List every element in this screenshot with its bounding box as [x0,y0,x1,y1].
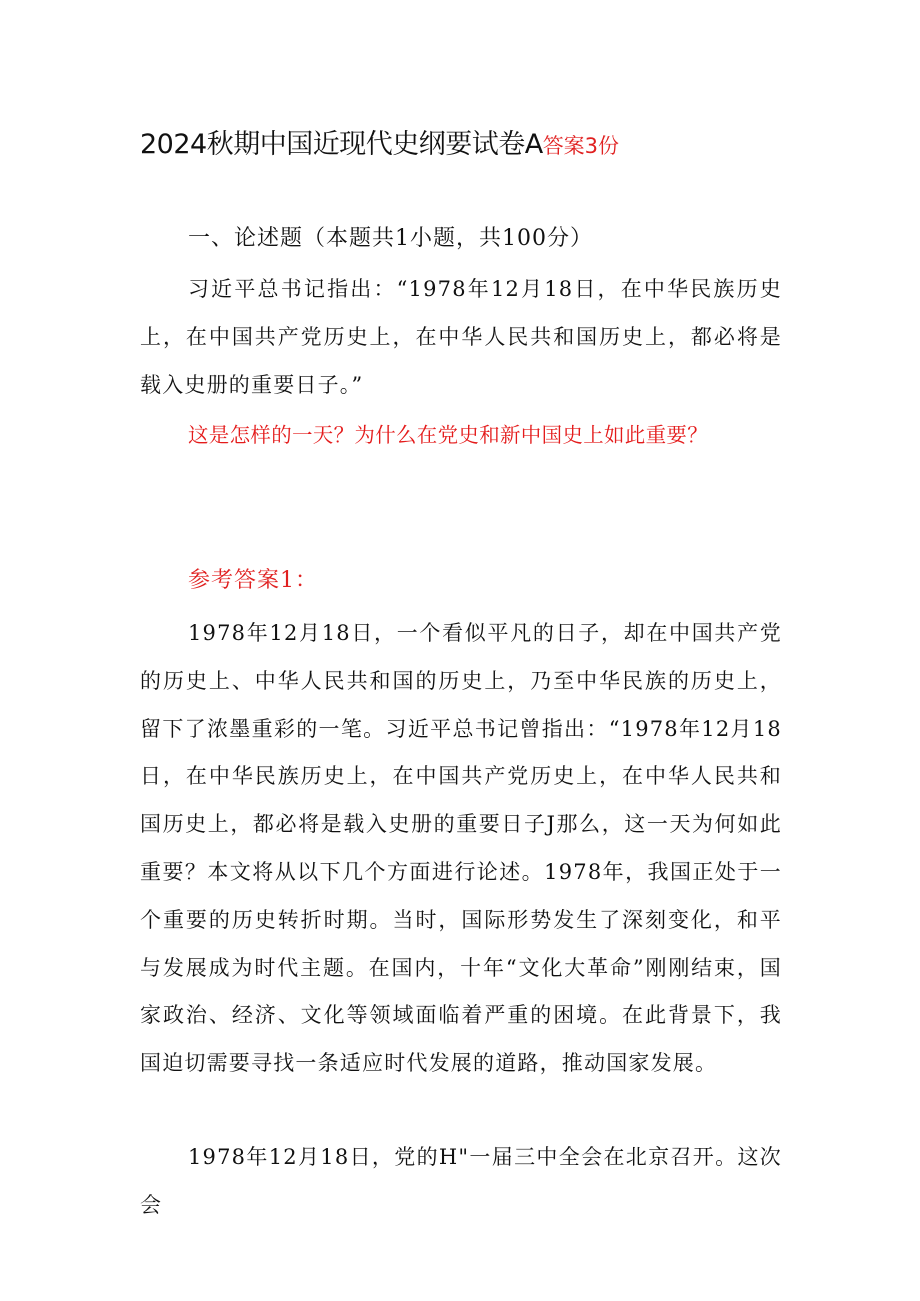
document-title-suffix: 答案3份 [542,134,620,158]
document-title-main: 2024秋期中国近现代史纲要试卷A [140,129,543,160]
question-text: 习近平总书记指出：“1978年12月18日，在中华民族历史上，在中国共产党历史上，在中华人民共和国历史上，都必将是载入史册的重要日子。” [140,277,782,397]
question-prompt: 这是怎样的一天？为什么在党史和新中国史上如此重要？ [188,423,708,447]
section-heading: 一、论述题（本题共1小题，共100分） [188,226,593,251]
document-title [140,128,840,163]
answer-paragraph: 1978年12月18日，党的H"一届三中全会在北京召开。这次会 [140,1145,782,1217]
answer-heading: 参考答案1： [188,568,318,593]
answer-paragraph: 1978年12月18日，一个看似平凡的日子，却在中国共产党的历史上、中华人民共和国的历史上，乃至中华民族的历史上，留下了浓墨重彩的一笔。习近平总书记曾指出：“1978年12月18日，在中华民族历史上，在中国共产党历史上，在中华人民共和国历史上，都必将是载入史册的重要日子J那么，这一天为何如此重要？本文将从以下几个方面进行论述。1978年，我国正处于一个重要的历史转折时期。当时，国际形势发生了深刻变化，和平与发展成为时代主题。在国内，十年“文化大革命”刚刚结束，国家政治、经济、文化等领域面临着严重的困境。在此背景下，我国迫切需要寻找一条适应时代发展的道路，推动国家发展。 [140,621,782,1076]
